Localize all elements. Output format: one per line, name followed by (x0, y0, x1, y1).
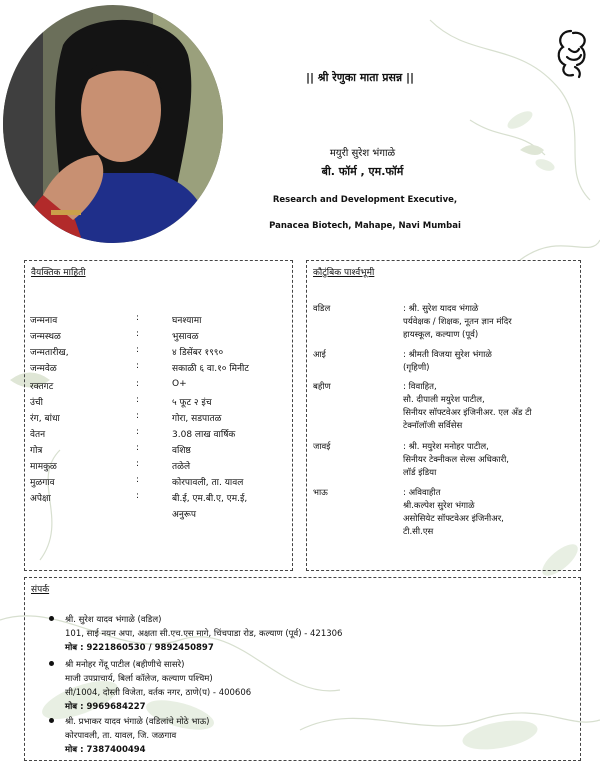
contact-mobile: मोब : 7387400494 (65, 745, 146, 755)
personal-row: रंग, बांधा : गोरा, सडपातळ (30, 411, 222, 424)
contact-address: माजी उपप्राचार्य, बिर्ला कॉलेज, कल्याण पश्चिम) (65, 674, 213, 684)
contact-name: श्री. प्रभाकर यादव भंगाळे (वडिलांचे मोठे भाऊ) (65, 717, 210, 727)
personal-row: रक्तगट : O+ (30, 379, 187, 392)
personal-row: अपेक्षा : बी.ई, एम.बी.ए, एम.ई, (30, 491, 248, 504)
personal-row: वेतन : 3.08 लाख वार्षिक (30, 427, 236, 440)
personal-info-box (24, 260, 293, 571)
ganesh-logo-icon (551, 25, 593, 80)
contact-address: कोरपावली, ता. यावल, जि. जळगाव (65, 731, 177, 741)
contact-address: 101, साई नयन अपा, अक्षता सी.एच.एस मागे, चिंचपाडा रोड, कल्याण (पूर्व) - 421306 (65, 629, 343, 639)
bullet-icon (49, 616, 54, 621)
personal-row: मामकुळ : तळेले (30, 459, 191, 472)
personal-row: उंची : ५ फूट २ इंच (30, 395, 212, 408)
personal-row: मुळगाव : कोरपावली, ता. यावल (30, 475, 244, 488)
company-name: Panacea Biotech, Mahape, Navi Mumbai (269, 221, 461, 231)
candidate-name: मयुरी सुरेश भंगाळे (329, 148, 396, 159)
personal-row: गोत्र : वशिष्ठ (30, 443, 191, 456)
family-background-box: कौटुंबिक पार्श्वभूमी वडिल : श्री. सुरेश यादव भंगाळे पर्यवेक्षक / शिक्षक, नूतन ज्ञान मंदिर हायस्कूल, कल्याण (पूर्व) आई : श्रीमती विजया सुरेश भंगाळे (गृहिणी) बहीण : विवाहित, सौ. दीपाली मयुरेश पाटील, सिनीयर सॉफ्टवेअर इंजिनीअर. एल अँड टी टेक्नॉलॉजी सर्विसेस जावई : श्री. मयुरेश मनोहर पाटील, सिनीयर टेक्नीकल सेल्स अधिकारी, लॉर्ड इंडिया भाऊ : अविवाहीत श्री.कल्पेश सुरेश भंगाळे असोसियेट सॉफ्टवेअर इंजिनीअर, टी.सी.एस (306, 260, 581, 571)
personal-row: जन्मवेळ : सकाळी ६ वा.१० मिनीट (30, 361, 249, 374)
bullet-icon (49, 718, 54, 723)
contact-title: संपर्क (31, 585, 50, 595)
job-title: Research and Development Executive, (272, 195, 458, 205)
contact-mobile: मोब : 9221860530 / 9892450897 (65, 643, 214, 653)
family-background-title: कौटुंबिक पार्श्वभूमी (313, 268, 375, 278)
contact-address-line2: सी/1004, दोस्ती विजेता, वर्तक नगर, ठाणे(प) - 400606 (65, 688, 252, 698)
candidate-degree: बी. फॉर्म , एम.फॉर्म (321, 165, 404, 178)
contact-name: श्री मनोहर गेंदू पाटील (बहीणीचे सासरे) (65, 660, 185, 670)
contact-box (24, 577, 581, 761)
personal-row: जन्मनाव : घनश्यामा (30, 313, 202, 326)
contact-mobile: मोब : 9969684227 (65, 702, 146, 712)
personal-row: जन्मतारीख, : ४ डिसेंबर १९९० (30, 345, 224, 358)
profile-photo (3, 5, 223, 243)
personal-row: अनुरूप (172, 510, 196, 520)
personal-info-title: वैयक्तिक माहिती (31, 268, 86, 278)
contact-name: श्री. सुरेश यादव भंगाळे (वडिल) (65, 615, 162, 625)
personal-row: जन्मस्थळ : भुसावळ (30, 329, 199, 342)
portrait-illustration (3, 5, 223, 243)
blessing-text: || श्री रेणुका माता प्रसन्न || (305, 71, 415, 84)
bullet-icon (49, 661, 54, 666)
